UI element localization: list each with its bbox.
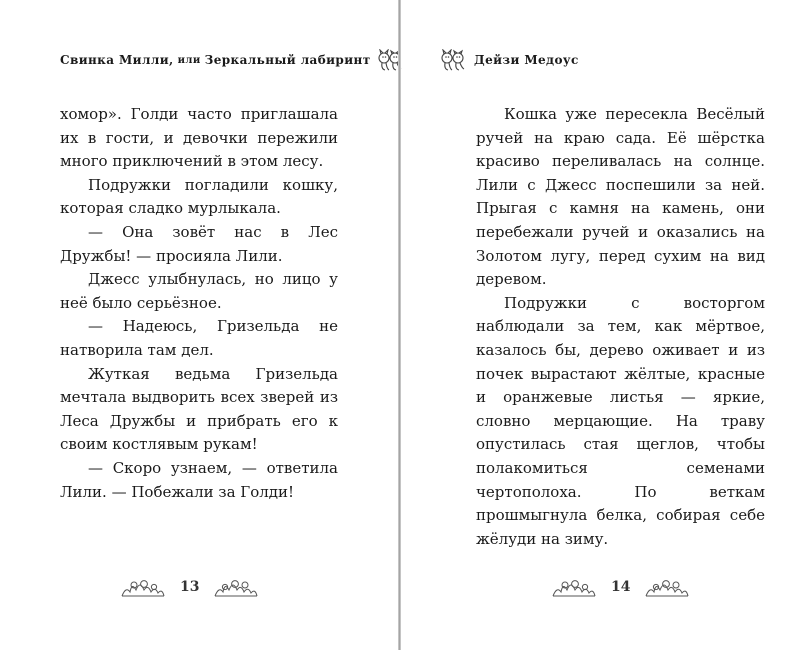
left-page <box>0 0 398 650</box>
animal-friends-icon <box>440 49 466 71</box>
book-subtitle: Зеркальный лабиринт <box>204 53 371 67</box>
book-title-connector: или <box>177 54 201 66</box>
animals-ornament-icon <box>551 576 597 598</box>
paragraph: — Она зовёт нас в Лес Дружбы! — просияла Лили. <box>60 222 338 265</box>
paragraph: Кошка уже пересекла Весёлый ручей на краю сада. Её шёрстка красиво переливалась на солнце. Лили с Джесс поспешили за ней. Прыгая с камня на камень, они перебежали ручей и оказались на Золотом лугу, перед сухим на вид деревом. <box>476 105 765 289</box>
right-page-text <box>476 103 765 551</box>
right-running-header <box>440 47 579 73</box>
left-page-text <box>60 103 338 504</box>
paragraph: Подружки с восторгом наблюдали за тем, как мёртвое, казалось бы, дерево оживает и из почек вырастают жёлтые, красные и оранжевые листья — яркие, словно мерцающие. На траву опустилась стая щеглов, чтобы полакомиться семенами чертополоха. По веткам прошмыгнула белка, собирая себе жёлуди на зиму. <box>476 293 765 548</box>
animals-ornament-icon <box>213 576 259 598</box>
paragraph: Жуткая ведьма Гризельда мечтала выдворить всех зверей из Леса Дружбы и прибрать его к своим костлявым рукам! <box>60 364 338 454</box>
left-running-header <box>60 47 403 73</box>
book-title: Свинка Милли, <box>60 53 174 67</box>
right-page-footer <box>551 575 690 599</box>
right-page <box>401 0 800 650</box>
animals-ornament-icon <box>120 576 166 598</box>
book-author: Дейзи Медоус <box>474 53 579 67</box>
animals-ornament-icon <box>644 576 690 598</box>
page-number: 14 <box>611 579 631 595</box>
paragraph: Подружки погладили кошку, которая сладко мурлыкала. <box>60 175 338 218</box>
paragraph: Джесс улыбнулась, но лицо у неё было серьёзное. <box>60 270 338 312</box>
paragraph: хомор». Голди часто приглашала их в гости, и девочки пережили много приключений в этом лесу. <box>60 105 338 171</box>
paragraph: — Надеюсь, Гризельда не натворила там дел. <box>60 317 338 359</box>
paragraph: — Скоро узнаем, — ответила Лили. — Побежали за Голди! <box>60 458 338 501</box>
left-page-footer <box>120 575 259 599</box>
page-number: 13 <box>180 579 200 595</box>
